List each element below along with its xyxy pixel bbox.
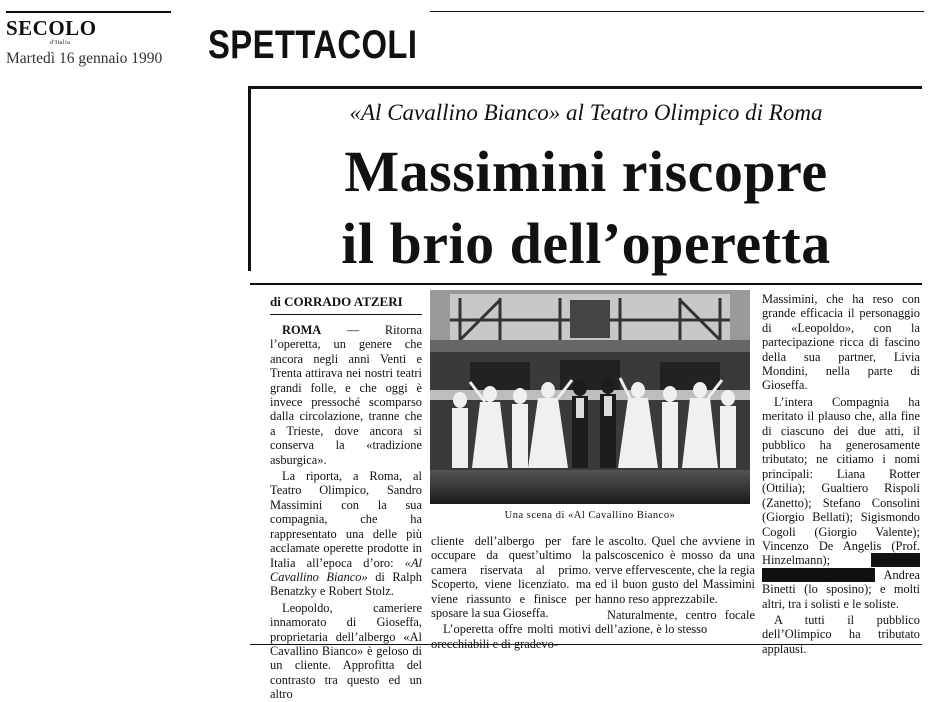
work-title: «Al Cavallino Bianco» [270, 555, 422, 584]
paragraph: Naturalmente, centro focale dell’azione, è lo stesso [595, 608, 755, 637]
paragraph-text: La riporta, a Roma, al Teatro Olimpico, Sandro Massimini con la sua compagnia, che ha rappresentato una delle più acclamate operette prodotte in Italia all’epoca d’oro: [270, 469, 422, 570]
paragraph: A tutti il pubblico dell’Olimpico ha tributato applausi. [762, 612, 920, 656]
paragraph [270, 469, 422, 599]
paragraph: Leopoldo, cameriere innamorato di Gioseffa, proprietaria dell’albergo «Al Cavallino Bianco» è geloso di un cliente. Approfitta del contrasto tra questo ed un altro [270, 600, 422, 702]
paragraph-text: L’intera Compagnia ha meritato il plauso che, alla fine di ciascuno dei due atti, il pubblico ha generosamente tributato; ne citiamo i nomi principali: Liana Rotter (Ottilia); Gualtiero Rispoli (Zanetto); Stefano Consolini (Giorgio Bellati); Sigismondo Cogoli (Giorgio Valente); Vincenzo De Angelis (Prof. Hinzelmann); [762, 394, 920, 568]
paragraph-text: — Ritorna l’operetta, un genere che ancora negli anni Venti e Trenta attirava nei nostri teatri grandi folle, e che oggi è invece pressoché scomparso dalla circolazione, tranne che a Trieste, dove ancora si conserva la «tradizione asburgica». [270, 323, 422, 467]
paragraph-text: Andrea Binetti (lo sposino); e molti altri, tra i solisti e le soliste. [762, 567, 920, 611]
paragraph [270, 323, 422, 467]
article-column-3 [595, 534, 755, 637]
article-column-2 [431, 534, 591, 651]
paragraph-text: di Ralph Benatzky e Robert Stolz. [270, 569, 422, 599]
masthead-top-rule [6, 11, 171, 13]
section-title: SPETTACOLI [208, 23, 418, 67]
headline-line-2: il brio dell’operetta [341, 211, 831, 276]
stage-scene-image [430, 290, 750, 504]
paragraph: le ascolto. Quel che avviene in palscoscenico è mosso da una verve effervescente, che la regia ed il buon gusto del Massimini hanno reso apprezzabile. [595, 534, 755, 606]
stage-photo [430, 290, 750, 504]
byline: di CORRADO ATZERI [270, 294, 422, 315]
redacted-name: Elisabetta Melchiorri (Claretta); [762, 553, 920, 582]
paragraph: cliente dell’albergo per fare occupare da quest’ultimo la camera riservata al primo. Scoperto, viene licenziato. ma viene riassunto e finisce per sposare la sua Gioseffa. [431, 534, 591, 621]
paper-subtitle: d'Italia [50, 40, 71, 46]
paragraph: Massimini, che ha reso con grande efficacia il personaggio di «Leopoldo», con la partecipazione ricca di fascino della sua partner, Livia Mondini, nella parte di Gioseffa. [762, 292, 920, 393]
paper-name: SECOLO [6, 16, 97, 40]
photo-caption: Una scena di «Al Cavallino Bianco» [504, 510, 676, 521]
issue-date: Martedì 16 gennaio 1990 [6, 50, 163, 67]
article-frame-top [250, 86, 922, 89]
headline-rule [250, 283, 922, 285]
headline-line-1: Massimini riscopre [344, 139, 828, 204]
article-column-1 [270, 323, 422, 702]
dateline: ROMA [282, 323, 322, 337]
article-column-4 [762, 292, 920, 656]
paragraph: L’operetta offre molti motivi orecchiabili e di gradevo- [431, 622, 591, 651]
article-kicker: «Al Cavallino Bianco» al Teatro Olimpico di Roma [349, 100, 823, 125]
masthead-top-rule-right [430, 11, 924, 12]
paragraph [762, 395, 920, 611]
